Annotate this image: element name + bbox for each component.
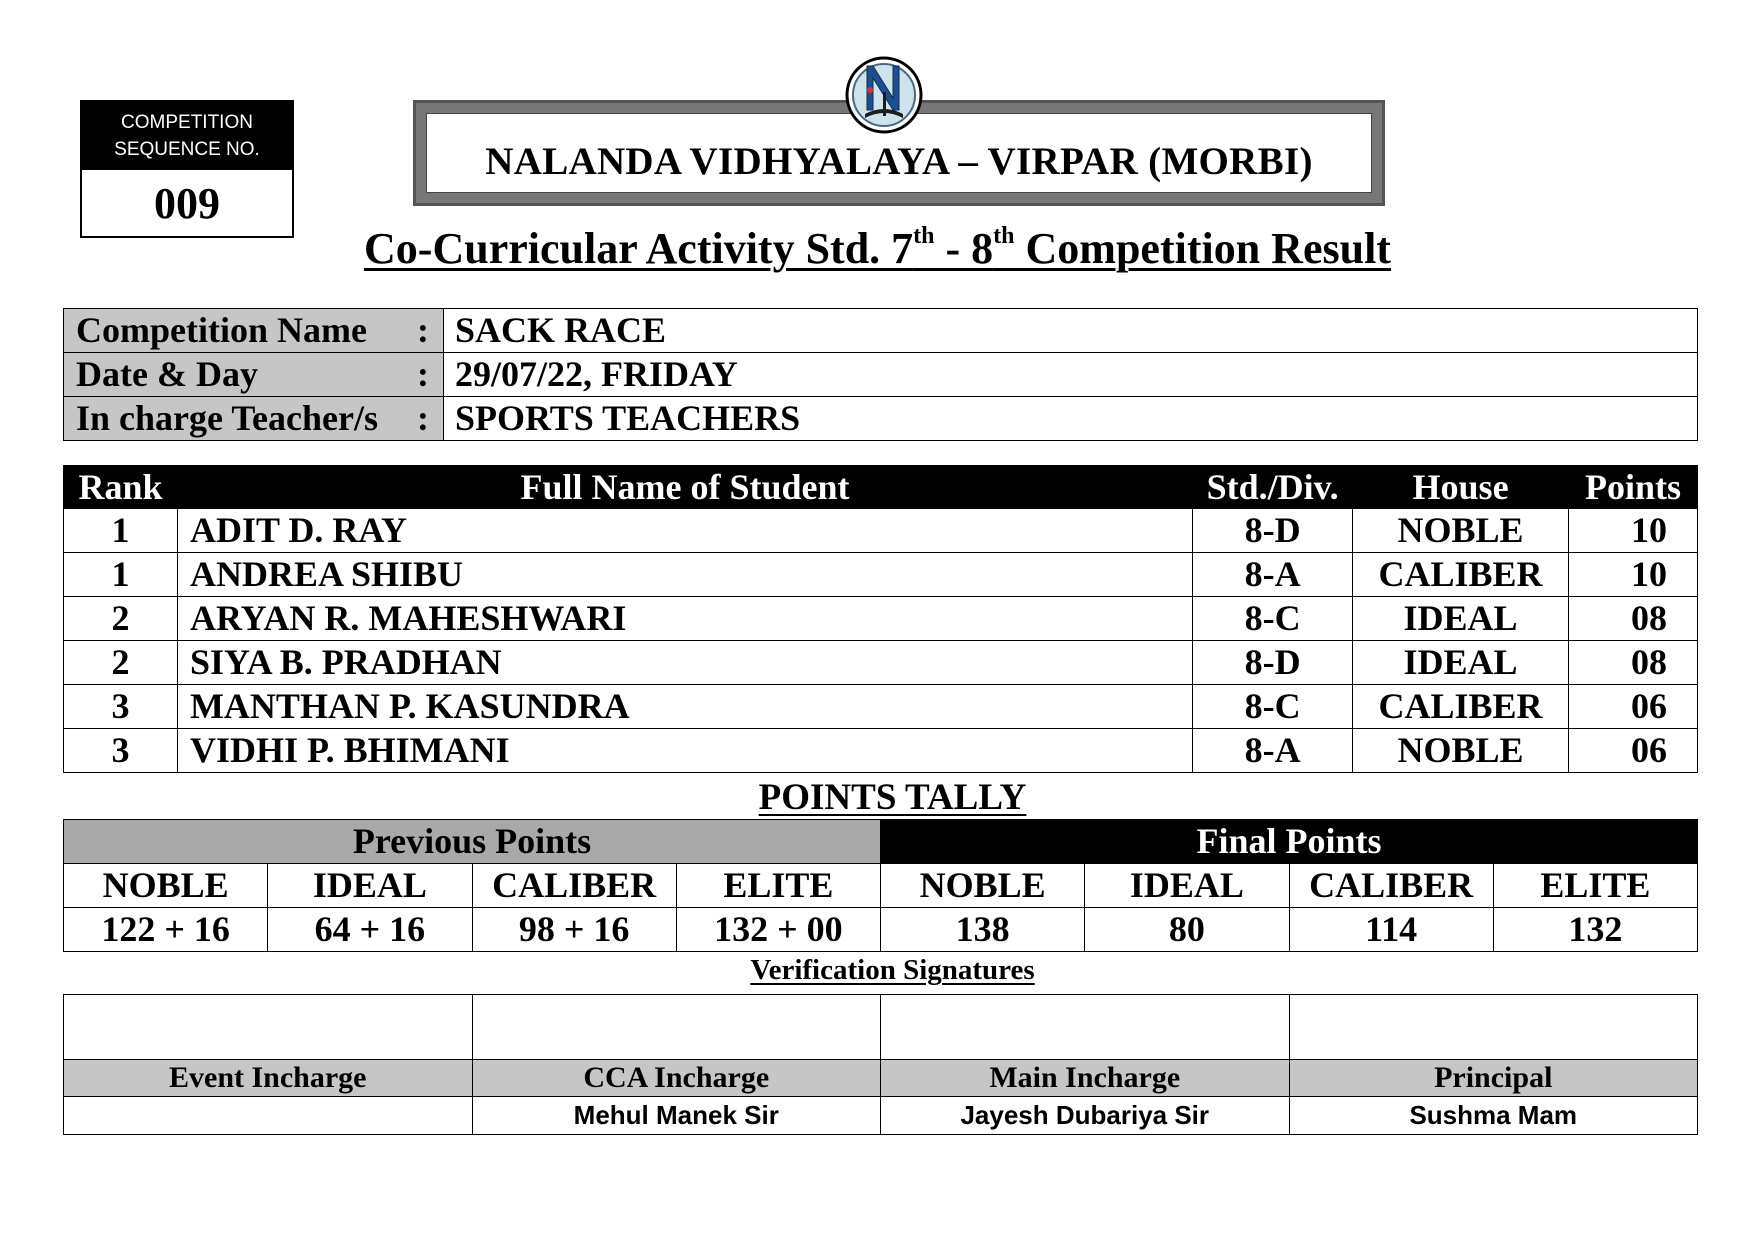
previous-points-value: 98 + 16 [472,908,676,952]
table-row [64,597,1698,641]
table-row [64,553,1698,597]
competition-name-label: Competition Name : [64,309,444,353]
previous-points-header: Previous Points [64,820,881,864]
info-row-teacher [64,397,1698,441]
student-name-cell: MANTHAN P. KASUNDRA [177,685,1192,729]
rank-cell: 2 [64,597,178,641]
rank-cell: 3 [64,729,178,773]
signature-space-row [64,995,1698,1060]
signature-space [472,995,881,1060]
date-label: Date & Day : [64,353,444,397]
sequence-label-line1: COMPETITION [121,112,253,133]
nalanda-logo-icon [843,52,925,134]
signature-name-row [64,1097,1698,1135]
house-cell: CALIBER [1353,685,1569,729]
previous-points-value: 132 + 00 [676,908,880,952]
verification-title: Verification Signatures [750,954,1035,986]
title-sup2: th [993,223,1015,249]
house-cell: NOBLE [1353,729,1569,773]
rank-cell: 1 [64,509,178,553]
sequence-label-line2: SEQUENCE NO. [114,139,260,160]
info-row-date [64,353,1698,397]
name-principal: Sushma Mam [1289,1097,1698,1135]
role-event-incharge: Event Incharge [64,1060,473,1097]
name-main-incharge: Jayesh Dubariya Sir [881,1097,1290,1135]
house-header: CALIBER [472,864,676,908]
results-header-row [64,466,1698,509]
teacher-label: In charge Teacher/s : [64,397,444,441]
house-header: NOBLE [881,864,1085,908]
points-tally-title: POINTS TALLY [758,777,1027,818]
points-cell: 06 [1569,729,1698,773]
house-header: IDEAL [1085,864,1289,908]
school-name: NALANDA VIDHYALAYA – VIRPAR (MORBI) [485,140,1313,183]
header-rank: Rank [64,466,178,509]
std-cell: 8-C [1193,685,1353,729]
result-title [0,223,1755,274]
points-cell: 06 [1569,685,1698,729]
final-points-value: 80 [1085,908,1289,952]
house-cell: IDEAL [1353,641,1569,685]
table-row [64,509,1698,553]
previous-points-value: 64 + 16 [268,908,472,952]
std-cell: 8-A [1193,729,1353,773]
header-house: House [1353,466,1569,509]
info-row-competition [64,309,1698,353]
house-header: ELITE [1493,864,1697,908]
sequence-label [82,102,292,170]
role-cca-incharge: CCA Incharge [472,1060,881,1097]
final-points-value: 132 [1493,908,1697,952]
student-name-cell: VIDHI P. BHIMANI [177,729,1192,773]
competition-sequence-box [80,100,294,238]
tally-group-row [64,820,1698,864]
rank-cell: 3 [64,685,178,729]
header-name: Full Name of Student [177,466,1192,509]
table-row [64,641,1698,685]
sequence-number: 009 [154,178,220,228]
header-std: Std./Div. [1193,466,1353,509]
title-part2: - 8 [934,224,994,273]
std-cell: 8-A [1193,553,1353,597]
signature-table [63,994,1698,1135]
points-cell: 08 [1569,641,1698,685]
tally-value-row [64,908,1698,952]
teacher-value: SPORTS TEACHERS [444,397,1698,441]
rank-cell: 1 [64,553,178,597]
signature-space [881,995,1290,1060]
final-points-value: 114 [1289,908,1493,952]
signature-space [64,995,473,1060]
role-main-incharge: Main Incharge [881,1060,1290,1097]
rank-cell: 2 [64,641,178,685]
final-points-value: 138 [881,908,1085,952]
signature-space [1289,995,1698,1060]
std-cell: 8-C [1193,597,1353,641]
house-cell: NOBLE [1353,509,1569,553]
name-event-incharge [64,1097,473,1135]
student-name-cell: ADIT D. RAY [177,509,1192,553]
competition-name-value: SACK RACE [444,309,1698,353]
house-header: CALIBER [1289,864,1493,908]
std-cell: 8-D [1193,509,1353,553]
final-points-header: Final Points [881,820,1698,864]
house-cell: IDEAL [1353,597,1569,641]
results-table [63,465,1698,773]
points-cell: 08 [1569,597,1698,641]
points-cell: 10 [1569,509,1698,553]
house-header: IDEAL [268,864,472,908]
title-sup1: th [913,223,935,249]
student-name-cell: SIYA B. PRADHAN [177,641,1192,685]
tally-house-row [64,864,1698,908]
house-cell: CALIBER [1353,553,1569,597]
date-value: 29/07/22, FRIDAY [444,353,1698,397]
title-part3: Competition Result [1014,224,1391,273]
table-row [64,729,1698,773]
header-points: Points [1569,466,1698,509]
competition-info-table [63,308,1698,441]
points-cell: 10 [1569,553,1698,597]
house-header: ELITE [676,864,880,908]
points-tally-table [63,819,1698,952]
std-cell: 8-D [1193,641,1353,685]
signature-role-row [64,1060,1698,1097]
student-name-cell: ANDREA SHIBU [177,553,1192,597]
name-cca-incharge: Mehul Manek Sir [472,1097,881,1135]
house-header: NOBLE [64,864,268,908]
table-row [64,685,1698,729]
role-principal: Principal [1289,1060,1698,1097]
title-part1: Co-Curricular Activity Std. 7 [364,224,914,273]
student-name-cell: ARYAN R. MAHESHWARI [177,597,1192,641]
previous-points-value: 122 + 16 [64,908,268,952]
